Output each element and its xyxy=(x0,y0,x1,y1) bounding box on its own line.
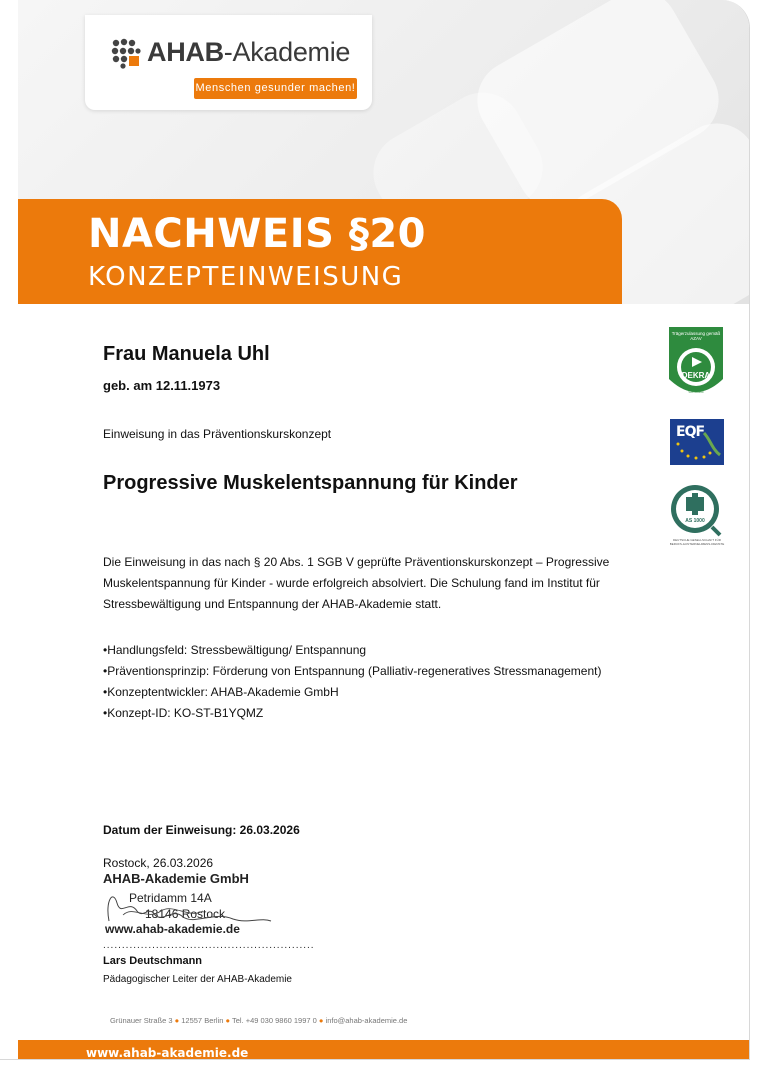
list-item: •Konzeptentwickler: AHAB-Akademie GmbH xyxy=(103,685,339,699)
dekra-top-text: Trägerzulassung gemäß AZAV xyxy=(671,331,721,341)
eqf-stars-icon xyxy=(670,419,724,465)
list-item: •Präventionsprinzip: Förderung von Entspannung (Palliativ-regeneratives Stressmanagement) xyxy=(103,664,602,678)
as-badge xyxy=(668,483,726,547)
as-label: AS 1000 xyxy=(685,518,705,524)
stamp-website: www.ahab-akademie.de xyxy=(105,922,240,936)
footer-address: Grünauer Straße 3 ● 12557 Berlin ● Tel. +49 030 9860 1997 0 ● info@ahab-akademie.de xyxy=(110,1016,408,1025)
place-date-line: Rostock, 26.03.2026 xyxy=(103,856,214,870)
list-item: •Handlungsfeld: Stressbewältigung/ Entspannung xyxy=(103,643,367,657)
intro-text: Einweisung in das Präventionskurskonzept xyxy=(103,427,332,441)
date-line: Datum der Einweisung: 26.03.2026 xyxy=(103,823,300,837)
dekra-badge xyxy=(669,327,723,400)
logo-wordmark: AHAB-Akademie xyxy=(147,37,351,67)
eqf-badge xyxy=(670,419,724,465)
list-item: •Konzept-ID: KO-ST-B1YQMZ xyxy=(103,706,264,720)
separator-dot: ● xyxy=(225,1016,232,1025)
eqf-label: EQF xyxy=(676,424,705,440)
dekra-label: DEKRA xyxy=(681,371,711,380)
dekra-bottom-text: Certified xyxy=(688,389,704,394)
company-stamp xyxy=(103,871,283,939)
signer-name: Lars Deutschmann xyxy=(103,955,203,967)
logo xyxy=(85,15,372,110)
footer-website-link[interactable]: www.ahab-akademie.de xyxy=(86,1046,249,1060)
stamp-company: AHAB-Akademie GmbH xyxy=(103,871,249,886)
signer-role: Pädagogischer Leiter der AHAB-Akademie xyxy=(103,974,292,985)
description-paragraph: Die Einweisung in das nach § 20 Abs. 1 SGB V geprüfte Präventionskurskonzept – Progressive Muskelentspannung für Kinder - wurde erfolgreich absolviert. Die Schulung fand im Institut für Stressbewältigung und Entspannung der AHAB-Akademie statt. xyxy=(103,555,610,611)
course-title: Progressive Muskelentspannung für Kinder xyxy=(103,472,518,494)
logo-grid-icon xyxy=(110,37,142,69)
footer-band xyxy=(18,1040,750,1060)
page-title: NACHWEIS §20 xyxy=(88,211,426,257)
separator-dot: ● xyxy=(318,1016,326,1025)
stamp-street: Petridamm 14A xyxy=(129,891,212,905)
as-bottom-text: DEUTSCHE GESELLSCHAFT FÜR BERUFS-&UNTERNEHMENS-DIENSTE xyxy=(669,538,725,546)
bullet-list xyxy=(103,640,601,724)
signature-scribble xyxy=(103,881,283,931)
separator-dot: ● xyxy=(174,1016,182,1025)
recipient-name: Frau Manuela Uhl xyxy=(103,343,270,365)
logo-tagline: Menschen gesunder machen! xyxy=(194,78,357,99)
recipient-dob: geb. am 12.11.1973 xyxy=(103,378,221,393)
stamp-city: 18146 Rostock xyxy=(145,907,226,921)
signature-line: ........................................................ xyxy=(103,940,315,951)
page-subtitle: KONZEPTEINWEISUNG xyxy=(88,262,404,292)
title-band xyxy=(18,199,622,304)
